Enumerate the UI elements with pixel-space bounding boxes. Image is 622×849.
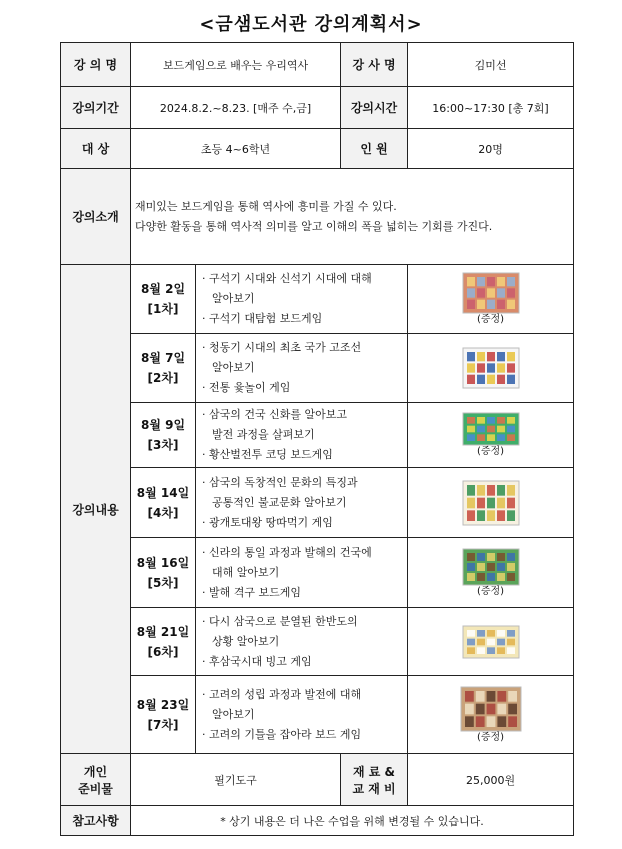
time-value: 16:00~17:30 [총 7회] (408, 87, 574, 129)
session-image-cell (408, 538, 574, 608)
board-game-image (462, 548, 520, 586)
capacity-value: 20명 (408, 129, 574, 169)
session-date: 8월 14일 [4차] (131, 468, 196, 538)
intro-line: 재미있는 보드게임을 통해 역사에 흥미를 가질 수 있다. (135, 199, 397, 213)
note-value: * 상기 내용은 더 나은 수업을 위해 변경될 수 있습니다. (131, 806, 574, 836)
session-content: · 신라의 통일 과정과 발해의 건국에 대해 알아보기 · 발해 격구 보드게임 (196, 538, 408, 608)
time-label: 강의시간 (341, 87, 408, 129)
session-date: 8월 21일 [6차] (131, 608, 196, 676)
session-image-cell (408, 334, 574, 403)
instructor-label: 강 사 명 (341, 43, 408, 87)
capacity-label: 인 원 (341, 129, 408, 169)
lecture-plan-table (60, 42, 574, 836)
board-game-image (462, 347, 520, 389)
supplies-value: 필기도구 (131, 754, 341, 806)
board-game-image (460, 686, 522, 732)
period-value: 2024.8.2.~8.23. [매주 수,금] (131, 87, 341, 129)
session-image-cell (408, 676, 574, 754)
session-content: · 삼국의 독창적인 문화의 특징과 공통적인 불교문화 알아보기 · 광개토대왕 땅따먹기 게임 (196, 468, 408, 538)
session-date: 8월 16일 [5차] (131, 538, 196, 608)
instructor-value: 김미선 (408, 43, 574, 87)
session-image-cell (408, 468, 574, 538)
intro-label: 강의소개 (61, 169, 131, 265)
document-title: <금샘도서관 강의계획서> (199, 14, 423, 35)
board-game-image (462, 412, 520, 446)
gift-note: (증정) (476, 314, 505, 325)
session-date: 8월 7일 [2차] (131, 334, 196, 403)
session-content: · 다시 삼국으로 분열된 한반도의 상황 알아보기 · 후삼국시대 빙고 게임 (196, 608, 408, 676)
supplies-label: 개인 준비물 (61, 754, 131, 806)
session-content: · 구석기 시대와 신석기 시대에 대해 알아보기 · 구석기 대탐험 보드게임 (196, 265, 408, 334)
session-image-cell (408, 403, 574, 468)
session-content: · 삼국의 건국 신화를 알아보고 발전 과정을 살펴보기 · 황산벌전투 코딩 보드게임 (196, 403, 408, 468)
lecture-name-value: 보드게임으로 배우는 우리역사 (131, 43, 341, 87)
session-date: 8월 9일 [3차] (131, 403, 196, 468)
target-value: 초등 4~6학년 (131, 129, 341, 169)
lecture-name-label: 강 의 명 (61, 43, 131, 87)
gift-note: (증정) (476, 731, 505, 743)
intro-line: 다양한 활동을 통해 역사적 의미를 알고 이해의 폭을 넓히는 기회를 가진다. (135, 219, 493, 233)
target-label: 대 상 (61, 129, 131, 169)
board-game-image (462, 480, 520, 526)
fee-value: 25,000원 (408, 754, 574, 806)
content-label: 강의내용 (61, 265, 131, 754)
note-label: 참고사항 (61, 806, 131, 836)
session-content: · 청동기 시대의 최초 국가 고조선 알아보기 · 전통 윷놀이 게임 (196, 334, 408, 403)
intro-text (131, 169, 574, 265)
board-game-image (462, 625, 520, 659)
period-label: 강의기간 (61, 87, 131, 129)
gift-note: (증정) (476, 585, 505, 597)
board-game-image (462, 272, 520, 314)
session-date: 8월 23일 [7차] (131, 676, 196, 754)
session-content: · 고려의 성립 과정과 발전에 대해 알아보기 · 고려의 기틀을 잡아라 보드 게임 (196, 676, 408, 754)
gift-note: (증정) (476, 446, 505, 457)
fee-label: 재 료 & 교 재 비 (341, 754, 408, 806)
session-image-cell (408, 265, 574, 334)
session-date: 8월 2일 [1차] (131, 265, 196, 334)
session-image-cell (408, 608, 574, 676)
